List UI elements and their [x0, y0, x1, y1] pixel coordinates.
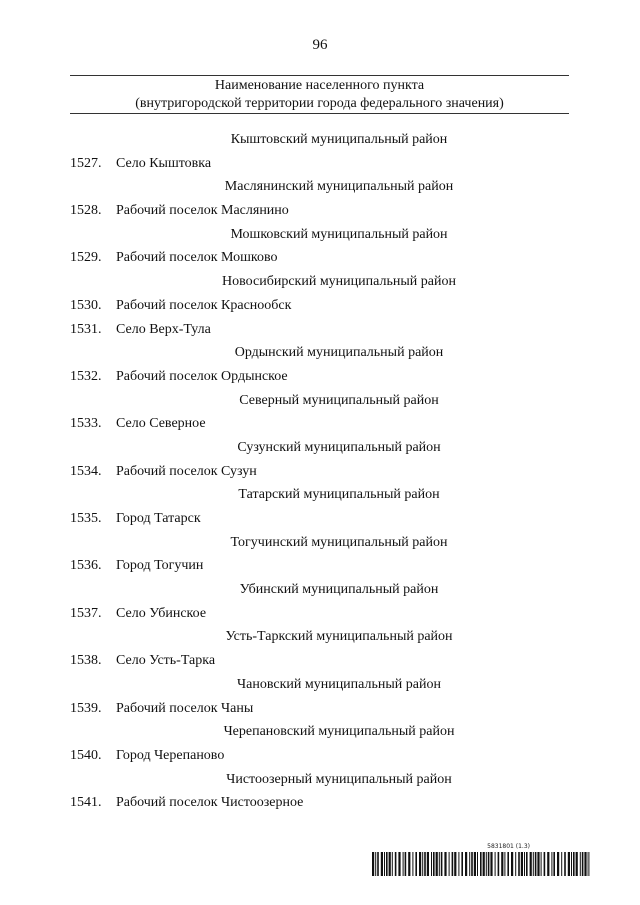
list-item	[0, 507, 640, 531]
district-heading: Черепановский муниципальный район	[223, 724, 455, 740]
settlement-number: 1540.	[70, 747, 102, 763]
settlement-number: 1541.	[70, 795, 102, 811]
settlement-name: Рабочий поселок Краснообск	[116, 297, 292, 313]
settlement-number: 1537.	[70, 605, 102, 621]
district-heading: Татарский муниципальный район	[238, 487, 440, 503]
settlement-name: Город Черепаново	[116, 747, 225, 763]
settlement-name: Город Татарск	[116, 511, 201, 526]
settlement-name: Рабочий поселок Мошково	[116, 250, 278, 266]
settlement-name: Село Кыштовка	[116, 155, 212, 171]
barcode	[372, 843, 590, 877]
settlement-number: 1535.	[70, 511, 102, 526]
page-number: 96	[312, 37, 328, 53]
settlement-number: 1529.	[70, 250, 102, 266]
settlement-number: 1534.	[70, 463, 102, 479]
barcode-code-text: 5831801 (1.3)	[487, 843, 530, 850]
settlement-number: 1532.	[70, 368, 102, 384]
settlement-name: Рабочий поселок Чистоозерное	[116, 795, 304, 811]
list-item	[0, 412, 640, 436]
list-item	[0, 554, 640, 578]
settlement-name: Село Усть-Тарка	[116, 653, 216, 669]
list-item	[0, 460, 640, 484]
list-item	[0, 744, 640, 768]
list-item	[0, 318, 640, 342]
list-item	[0, 152, 640, 176]
header-rule-bottom	[70, 113, 569, 114]
settlement-number: 1533.	[70, 416, 102, 432]
settlement-name: Село Убинское	[116, 605, 207, 621]
district-heading: Усть-Таркский муниципальный район	[225, 629, 453, 645]
table-header-line-2: (внутригородской территории города федерального значения)	[135, 96, 504, 111]
district-heading: Чановский муниципальный район	[237, 676, 441, 692]
list-item	[0, 294, 640, 318]
settlement-name: Рабочий поселок Маслянино	[116, 203, 289, 219]
district-heading: Убинский муниципальный район	[239, 582, 439, 598]
list-item	[0, 365, 640, 389]
list-item	[0, 697, 640, 721]
list-item	[0, 649, 640, 673]
district-heading: Тогучинский муниципальный район	[230, 534, 448, 550]
settlement-name: Село Северное	[116, 416, 206, 432]
table-header-line-1: Наименование населенного пункта	[214, 78, 425, 93]
list-item	[0, 602, 640, 626]
settlement-name: Рабочий поселок Сузун	[116, 463, 257, 479]
settlement-name: Рабочий поселок Ордынское	[116, 368, 288, 384]
list-item	[0, 199, 640, 223]
district-heading: Северный муниципальный район	[239, 392, 439, 408]
settlement-number: 1528.	[70, 203, 102, 219]
settlement-number: 1536.	[70, 558, 102, 574]
district-heading: Ордынский муниципальный район	[234, 345, 444, 361]
settlement-name: Рабочий поселок Чаны	[116, 700, 254, 716]
settlement-number: 1531.	[70, 321, 102, 337]
header-rule-top	[70, 75, 569, 76]
district-heading: Новосибирский муниципальный район	[222, 274, 456, 290]
district-heading: Сузунский муниципальный район	[237, 439, 441, 455]
settlement-number: 1539.	[70, 700, 102, 716]
district-heading: Кыштовский муниципальный район	[230, 132, 448, 147]
district-heading: Мошковский муниципальный район	[230, 226, 448, 242]
district-heading: Маслянинский муниципальный район	[224, 179, 454, 195]
settlement-name: Село Верх-Тула	[116, 321, 211, 337]
settlement-name: Город Тогучин	[116, 558, 204, 574]
settlement-number: 1527.	[70, 155, 102, 171]
list-item	[0, 246, 640, 270]
settlement-number: 1538.	[70, 653, 102, 669]
barcode-icon	[372, 852, 590, 876]
settlement-list	[0, 128, 640, 815]
settlement-number: 1530.	[70, 297, 102, 313]
list-item	[0, 791, 640, 815]
district-heading: Чистоозерный муниципальный район	[226, 771, 452, 787]
